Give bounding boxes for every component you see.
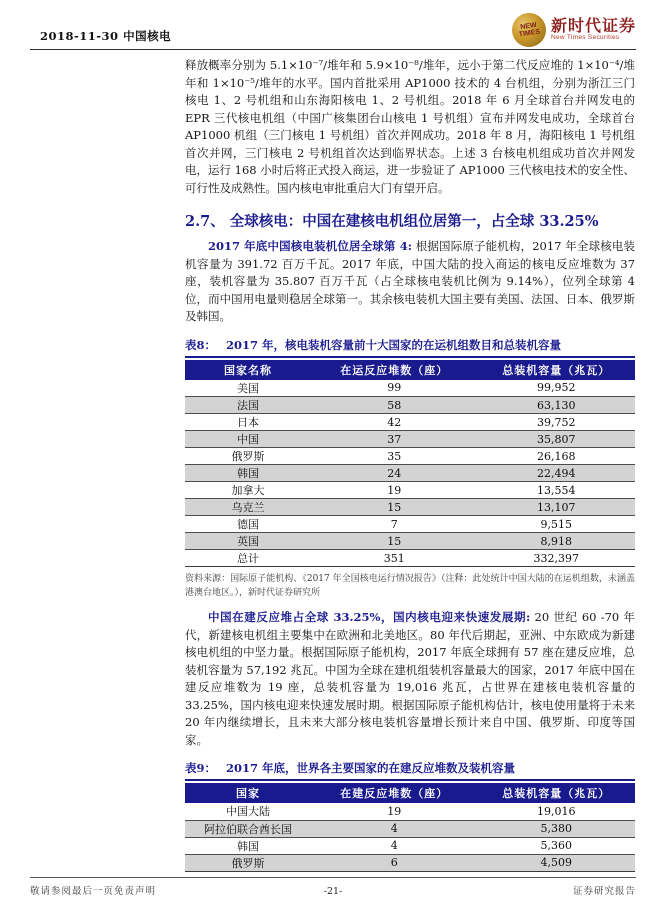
cell-country: 乌克兰: [185, 499, 311, 516]
cell-capacity: 8,918: [478, 533, 636, 550]
cell-capacity: 35,807: [478, 431, 636, 448]
page-number: -21-: [323, 886, 343, 897]
cell-capacity: 5,360: [540, 839, 572, 852]
table8-label: 表8：: [185, 337, 217, 352]
logo-seal-icon: NEW TIMES: [510, 11, 548, 49]
table-row: [185, 465, 635, 482]
brand-block: [551, 18, 636, 42]
paragraph-3-lead: 中国在建反应堆占全球 33.25%，国内核电迎来快速发展期:: [208, 610, 531, 624]
cell-country: 中国大陆: [226, 805, 270, 819]
cell-reactors: 6: [311, 854, 478, 871]
table8-col-capacity: 总装机容量（兆瓦）: [478, 360, 636, 380]
cell-reactors: 4: [390, 839, 398, 852]
company-logo: [508, 13, 636, 47]
cell-capacity: 39,752: [537, 415, 576, 429]
header-date-title: 2018-11-30 中国核电: [40, 29, 172, 43]
table8-caption: [185, 337, 635, 358]
cell-capacity: 9,515: [540, 517, 572, 531]
table-row: [185, 397, 635, 414]
table-row: [185, 854, 635, 871]
footer-report-type: 证券研究报告: [572, 886, 636, 897]
cell-country: 日本: [237, 416, 259, 429]
paragraph-2-text: 根据国际原子能机构，2017 年全球核电装机容量为 391.72 百万千瓦。2017 年底，中国大陆的投入商运的核电反应堆数为 37 座，装机容量为 35.807 百万千瓦（占全球核电装机比例为 9.14%），位列全球第 4 位，而中国用电量则稳居全球第一。其余核电装机大国主要有美国、法国、日本、俄罗斯及韩国。: [185, 239, 636, 323]
table9-header-row: [185, 783, 635, 803]
table-row-total: [185, 550, 635, 567]
table-row: [185, 837, 635, 854]
cell-country: 阿拉伯联合酋长国: [185, 820, 311, 837]
footer-disclaimer: 敬请参阅最后一页免责声明: [30, 886, 157, 897]
paragraph-2-lead: 2017 年底中国核电装机位居全球第 4:: [208, 239, 412, 253]
page-header: [30, 0, 636, 50]
table8-title: 2017 年，核电装机容量前十大国家的在运机组数目和总装机容量: [226, 337, 562, 352]
cell-country: 俄罗斯: [185, 854, 311, 871]
cell-country: 韩国: [237, 839, 259, 853]
cell-capacity: 99,952: [537, 381, 576, 395]
page-footer: [30, 877, 636, 897]
body-paragraph-1: 释放概率分别为 5.1×10⁻⁷/堆年和 5.9×10⁻⁸/堆年，远小于第二代反应堆的 1×10⁻⁴/堆年和 1×10⁻⁵/堆年的水平。国内首批采用 AP1000 技术的 4 台机组，分别为浙江三门核电 1、2 号机组和山东海阳核电 1、2 号机组。2018 年 6 月全球首台并网发电的 EPR 三代核电机组（中国广核集团台山核电 1 号机组）宣布并网发电成功，全球首台 AP1000 机组（三门核电 1 号机组）首次并网成功。2018 年 8 月，海阳核电 1 号机组首次并网，三门核电 2 号机组首次达到临界状态。上述 3 台核电机组成功首次并网发电，运行 168 小时后将正式投入商运，进一步验证了 AP1000 三代核电技术的安全性、可行性及成熟性。国内核电审批重启大门有望开启。: [185, 58, 635, 195]
cell-country: 法国: [185, 397, 311, 414]
cell-reactors: 99: [387, 381, 402, 395]
cell-capacity: 22,494: [478, 465, 636, 482]
table9-title: 2017 年底，世界各主要国家的在建反应堆数及装机容量: [226, 761, 516, 775]
cell-reactors: 4: [311, 820, 478, 837]
cell-reactors: 351: [311, 550, 478, 567]
table-row: [185, 516, 635, 533]
cell-reactors: 24: [311, 465, 478, 482]
table8-col-reactors: 在运反应堆数（座）: [311, 360, 478, 380]
table8-source-note: 资料来源：国际原子能机构、《2017 年全国核电运行情况报告》（注释：此处统计中国大陆的在运机组数，未涵盖港澳台地区。），新时代证券研究所: [185, 574, 635, 598]
table-row: [185, 499, 635, 516]
cell-reactors: 35: [387, 449, 402, 463]
table9-caption: [185, 760, 635, 781]
cell-country: 美国: [237, 381, 259, 395]
cell-country: 中国: [185, 431, 311, 448]
brand-name-en: New Times Securities: [550, 33, 620, 41]
table8-header-row: [185, 360, 635, 380]
cell-reactors: 42: [387, 415, 402, 429]
table-row: [185, 820, 635, 837]
cell-reactors: 15: [311, 533, 478, 550]
cell-capacity: 19,016: [537, 804, 576, 818]
table9-col-country: 国家: [185, 783, 311, 803]
table-row: [185, 533, 635, 550]
table-row: [185, 448, 635, 465]
paragraph-3-text: 20 世纪 60 -70 年代，新建核电机组主要集中在欧洲和北美地区。80 年代后期起，亚洲、中东欧成为新建核电机组的中坚力量。根据国际原子能机构，2017 年底全球拥有 57 座在建反应堆，总装机容量为 57,192 兆瓦。中国为全球在建机组装机容量最大的国家，2017 年底中国在建反应堆数为 19 座，总装机容量为 19,016 兆瓦，占世界在建核电装机容量的 33.25%，国内核电迎来快速发展时期。根据国际原子能机构估计，核电使用量将于未来 20 年内继续增长，且未来大部分核电装机容量增长预计来自中国、俄罗斯、印度等国家。: [185, 610, 635, 747]
table-row: [185, 482, 635, 499]
cell-capacity: 63,130: [478, 397, 636, 414]
cell-capacity: 4,509: [478, 854, 636, 871]
body-paragraph-2: [185, 238, 635, 326]
cell-country: 总计: [185, 550, 311, 567]
cell-reactors: 15: [311, 499, 478, 516]
cell-capacity: 13,554: [537, 483, 576, 497]
table9-col-reactors: 在建反应堆数（座）: [311, 783, 478, 803]
table-row: [185, 803, 635, 820]
table-row: [185, 431, 635, 448]
cell-capacity: 5,380: [478, 820, 636, 837]
cell-country: 俄罗斯: [231, 450, 265, 463]
cell-reactors: 7: [390, 517, 398, 531]
table8: [185, 360, 635, 568]
body-paragraph-3: [185, 609, 635, 749]
cell-reactors: 58: [311, 397, 478, 414]
table9-col-capacity: 总装机容量（兆瓦）: [478, 783, 636, 803]
cell-reactors: 19: [387, 804, 402, 818]
cell-country: 英国: [185, 533, 311, 550]
cell-country: 加拿大: [231, 484, 265, 497]
cell-country: 韩国: [185, 465, 311, 482]
table9-label: 表9：: [185, 761, 217, 775]
cell-capacity: 332,397: [478, 550, 636, 567]
table9: [185, 783, 635, 872]
table-row: [185, 380, 635, 397]
cell-reactors: 37: [311, 431, 478, 448]
table8-col-country: 国家名称: [185, 360, 311, 380]
table-row: [185, 414, 635, 431]
cell-capacity: 13,107: [478, 499, 636, 516]
cell-capacity: 26,168: [537, 449, 576, 463]
brand-name-cn: 新时代证券: [550, 16, 636, 36]
content-column: [185, 57, 635, 872]
cell-country: 德国: [237, 518, 259, 531]
section-heading-2-7: 2.7、 全球核电：中国在建核电机组位居第一，占全球 33.25%: [185, 213, 599, 230]
cell-reactors: 19: [387, 483, 402, 497]
